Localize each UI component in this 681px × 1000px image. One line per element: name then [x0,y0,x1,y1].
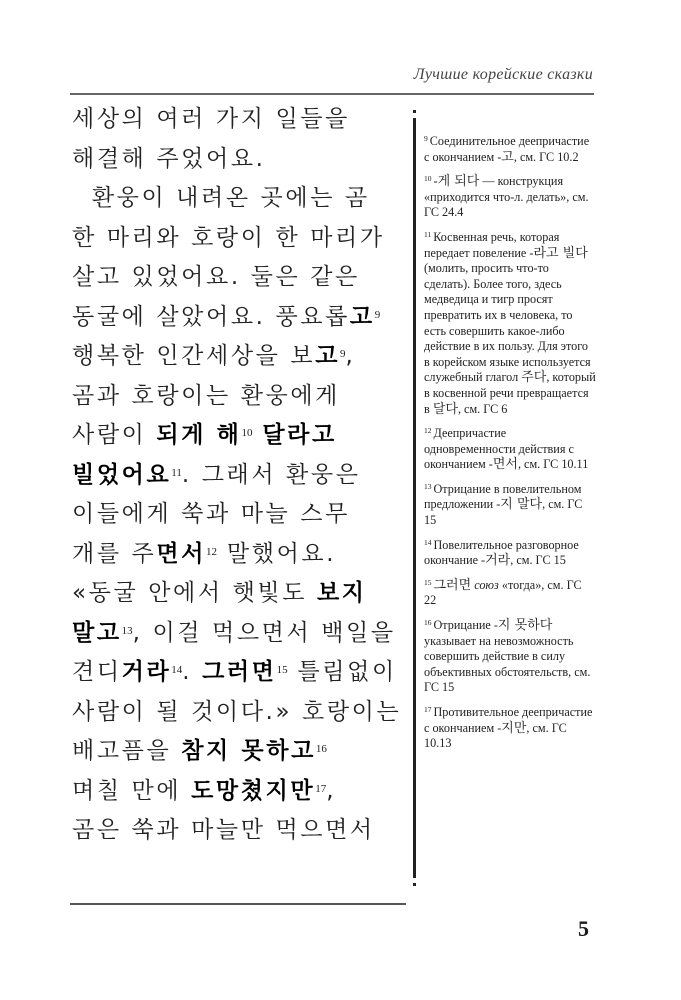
footnote [424,578,596,609]
text-segment: 세상의 여러 가지 일들을 [72,106,350,132]
text-segment: . [182,659,203,685]
footnote-text: Косвенная речь, которая передает повеление - [424,229,560,260]
footnote-text: Противительное деепричастие с окончанием - [424,705,593,735]
text-segment: 이들에게 쑥과 마늘 스무 [72,501,350,527]
text-line [72,574,412,614]
footnote-text: Отрицание в повелительном предложении - [424,481,582,512]
footnote-text: , см. ГС 15 [424,497,583,528]
korean-term: 주다 [521,370,547,386]
text-line [72,377,412,417]
text-line [72,337,412,377]
text-line [72,614,412,654]
text-segment [252,422,262,448]
text-segment: «동굴 안에서 햇빛도 [72,580,317,606]
text-segment: 말했어요. [217,540,337,567]
footnote-text: (молить, просить что-то сделать). Более того, здесь медведица и тигр просят превратить их в человека, то есть совершить какое-либо действие в их пользу. Для этого в корейском языке используется служебный глагол [424,261,591,385]
text-line [72,219,412,259]
footnote-ref: 12 [206,545,218,558]
text-line [72,732,412,772]
footnote-ref: 11 [171,466,182,479]
text-line [72,258,412,298]
text-line [72,100,412,140]
text-line [72,693,412,733]
korean-term: 면서 [492,457,518,473]
footnote-number: 14 [424,537,432,547]
text-segment: 한 마리와 호랑이 한 마리가 [72,224,385,251]
korean-term: 그러면 [433,577,472,593]
text-segment: 견디 [72,659,122,685]
text-segment: 틀림없이 [287,659,397,685]
footnote-text: «тогда», см. ГС 22 [424,577,582,608]
footnote-text: , см. ГС 10.2 [513,149,579,164]
footnote [424,538,596,569]
footnote-text: Повелительное разговорное окончание - [424,537,579,568]
footnote-text: Соединительное деепричастие с окончанием - [424,134,590,164]
footnote-number: 12 [424,426,432,436]
footnote-text: союз [474,577,499,592]
footnote [424,230,596,417]
page-number: 5 [578,916,589,941]
footnote [424,705,596,752]
highlighted-grammar: 말고 [72,619,122,646]
footnote-text: указывает на невозможность совершить действие в силу объективных обстоятельств, см. ГС 15 [424,633,591,695]
text-line [72,298,412,338]
highlighted-grammar: 되게 해 [156,422,242,448]
footnote-ref: 16 [315,743,327,755]
highlighted-grammar: 보지 [316,580,367,606]
highlighted-grammar: 고 [349,303,375,330]
text-segment: , [345,343,356,369]
text-line [72,495,412,535]
footnote-text: — конструкция «приходится что-л. делать», см. ГС 24.4 [424,174,589,220]
text-segment: 행복한 인간세상을 보 [72,343,316,369]
bottom-rule [70,903,406,905]
footnote-number: 16 [424,618,432,628]
korean-term: 달다 [432,401,458,417]
text-line [72,535,412,575]
korean-term: 라고 빌다 [533,245,588,261]
footnote [424,134,596,165]
footnote-ref: 10 [241,427,253,439]
footnote-number: 17 [424,705,432,714]
divider-dot [413,883,416,886]
korean-term: 게 되다 [437,174,480,190]
divider-dot [413,110,416,113]
text-segment: 곰과 호랑이는 환웅에게 [72,382,341,409]
footnote [424,482,596,529]
text-line [72,653,412,693]
korean-term: 지 말다 [500,497,543,513]
footnote [424,618,596,696]
footnote-text: , см. ГС 15 [510,553,566,568]
text-segment: 동굴에 살았어요. 풍요롭 [72,303,350,330]
footnote-ref: 13 [121,624,133,637]
footnote-ref: 14 [171,664,183,676]
footnote-number: 10 [424,174,432,184]
korean-term: 고 [501,149,514,165]
text-segment: 며칠 만에 [72,777,192,804]
footnote [424,174,596,221]
highlighted-grammar: 참지 못하고 [181,738,316,764]
text-segment: 배고픔을 [72,738,182,764]
text-segment: , [326,777,337,804]
footnote-ref: 17 [315,782,327,795]
highlighted-grammar: 그러면 [202,659,277,685]
footnote-text: Отрицание - [433,618,498,633]
footnote-ref: 15 [276,664,288,676]
text-segment: 살고 있었어요. 둘은 같은 [72,264,360,290]
text-line [72,416,412,456]
highlighted-grammar: 빌었어요 [72,461,172,488]
footnote-number: 11 [424,229,432,239]
korean-term: 지 못하다 [497,618,553,634]
footnote-text: , см. ГС 6 [457,401,508,416]
main-text [72,100,412,851]
text-segment: 개를 주 [72,540,157,567]
highlighted-grammar: 도망쳤지만 [191,777,316,804]
text-segment: 곰은 쑥과 마늘만 먹으면서 [72,817,375,843]
footnote-text: , который в косвенной речи превращается в [424,370,596,416]
footnotes [424,134,596,761]
footnote-number: 13 [424,481,432,491]
header-rule [70,93,594,95]
text-line [72,140,412,180]
text-segment: 환웅이 내려온 곳에는 곰 [72,185,370,211]
text-line [72,811,412,851]
text-line [72,456,412,496]
text-segment: 사람이 [72,422,157,448]
korean-term: 거라 [485,553,511,569]
text-line [72,179,412,219]
text-segment: . 그래서 환웅은 [181,461,361,488]
text-line [72,772,412,812]
footnote-ref: 9 [340,348,346,360]
footnote-divider [413,118,416,878]
footnote-number: 9 [424,134,428,143]
highlighted-grammar: 거라 [121,659,172,685]
korean-term: 지만 [501,720,527,736]
highlighted-grammar: 면서 [156,540,207,567]
footnote-ref: 9 [374,308,381,321]
text-segment: , 이걸 먹으면서 백일을 [132,619,396,646]
highlighted-grammar: 달라고 [262,422,337,448]
footnote [424,426,596,473]
running-title: Лучшие корейские сказки [413,66,593,83]
footnote-number: 15 [424,577,432,587]
footnote-text: , см. ГС 10.11 [517,457,589,472]
highlighted-grammar: 고 [315,343,341,369]
footnote-text: - [433,174,438,189]
footnote-text: , см. ГС 10.13 [424,720,567,751]
text-segment: 사람이 될 것이다.» 호랑이는 [72,698,402,725]
footnote-text: Деепричастие одновременности действия с окончанием - [424,426,574,472]
text-segment: 해결해 주었어요. [72,145,266,172]
